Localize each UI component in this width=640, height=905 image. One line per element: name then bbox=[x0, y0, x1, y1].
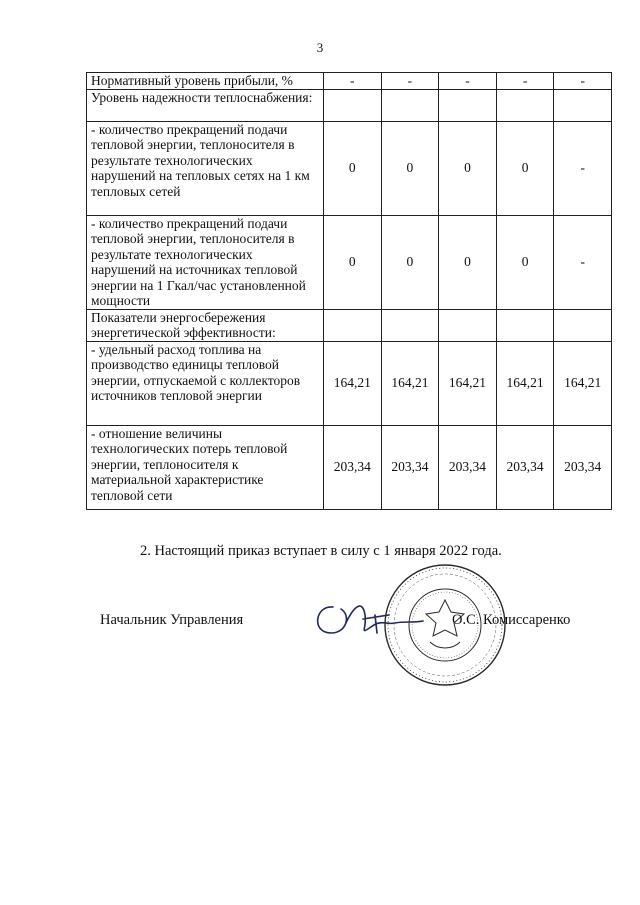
table-row bbox=[87, 309, 612, 341]
row-value: 0 bbox=[324, 215, 382, 309]
row-value: - bbox=[496, 73, 554, 90]
table-row bbox=[87, 215, 612, 309]
row-value bbox=[496, 89, 554, 121]
row-value bbox=[324, 309, 382, 341]
row-value: 203,34 bbox=[439, 425, 497, 509]
row-value: 164,21 bbox=[496, 341, 554, 425]
row-value: 0 bbox=[324, 121, 382, 215]
row-value bbox=[439, 309, 497, 341]
row-value: 0 bbox=[381, 215, 439, 309]
row-label: - отношение величины технологических потерь тепловой энергии, теплоносителя к материальной характеристике тепловой сети bbox=[87, 425, 324, 509]
row-value: 203,34 bbox=[381, 425, 439, 509]
row-value: - bbox=[439, 73, 497, 90]
row-value: 0 bbox=[439, 215, 497, 309]
order-effective-date: 2. Настоящий приказ вступает в силу с 1 января 2022 года. bbox=[140, 543, 502, 559]
row-value bbox=[554, 89, 612, 121]
row-value: 164,21 bbox=[439, 341, 497, 425]
row-value bbox=[554, 309, 612, 341]
table-row bbox=[87, 89, 612, 121]
row-value: - bbox=[554, 121, 612, 215]
tariff-parameters-table bbox=[86, 72, 612, 510]
row-value bbox=[439, 89, 497, 121]
row-value: 164,21 bbox=[381, 341, 439, 425]
row-label: Показатели энергосбережения энергетической эффективности: bbox=[87, 309, 324, 341]
table-row bbox=[87, 73, 612, 90]
row-value: - bbox=[324, 73, 382, 90]
table-row bbox=[87, 425, 612, 509]
row-value bbox=[496, 309, 554, 341]
row-value bbox=[381, 89, 439, 121]
row-value: 203,34 bbox=[554, 425, 612, 509]
row-value: - bbox=[554, 73, 612, 90]
row-label: Уровень надежности теплоснабжения: bbox=[87, 89, 324, 121]
row-label: - удельный расход топлива на производство единицы тепловой энергии, отпускаемой с коллекторов источников тепловой энергии bbox=[87, 341, 324, 425]
row-value: 0 bbox=[496, 121, 554, 215]
row-label: Нормативный уровень прибыли, % bbox=[87, 73, 324, 90]
signatory-name: О.С. Комиссаренко bbox=[452, 612, 571, 628]
row-value: 203,34 bbox=[324, 425, 382, 509]
row-value: - bbox=[381, 73, 439, 90]
row-value: 0 bbox=[496, 215, 554, 309]
page-number: 3 bbox=[316, 40, 324, 55]
row-label: - количество прекращений подачи тепловой энергии, теплоносителя в результате технологических нарушений на источниках тепловой энергии на 1 Гкал/час установленной мощности bbox=[87, 215, 324, 309]
row-value: 164,21 bbox=[324, 341, 382, 425]
table-row bbox=[87, 341, 612, 425]
row-value: 0 bbox=[381, 121, 439, 215]
row-value: - bbox=[554, 215, 612, 309]
row-label: - количество прекращений подачи тепловой энергии, теплоносителя в результате технологических нарушений на тепловых сетях на 1 км тепловых сетей bbox=[87, 121, 324, 215]
row-value bbox=[381, 309, 439, 341]
table-row bbox=[87, 121, 612, 215]
row-value: 164,21 bbox=[554, 341, 612, 425]
signatory-title: Начальник Управления bbox=[100, 612, 244, 628]
row-value: 203,34 bbox=[496, 425, 554, 509]
row-value: 0 bbox=[439, 121, 497, 215]
row-value bbox=[324, 89, 382, 121]
